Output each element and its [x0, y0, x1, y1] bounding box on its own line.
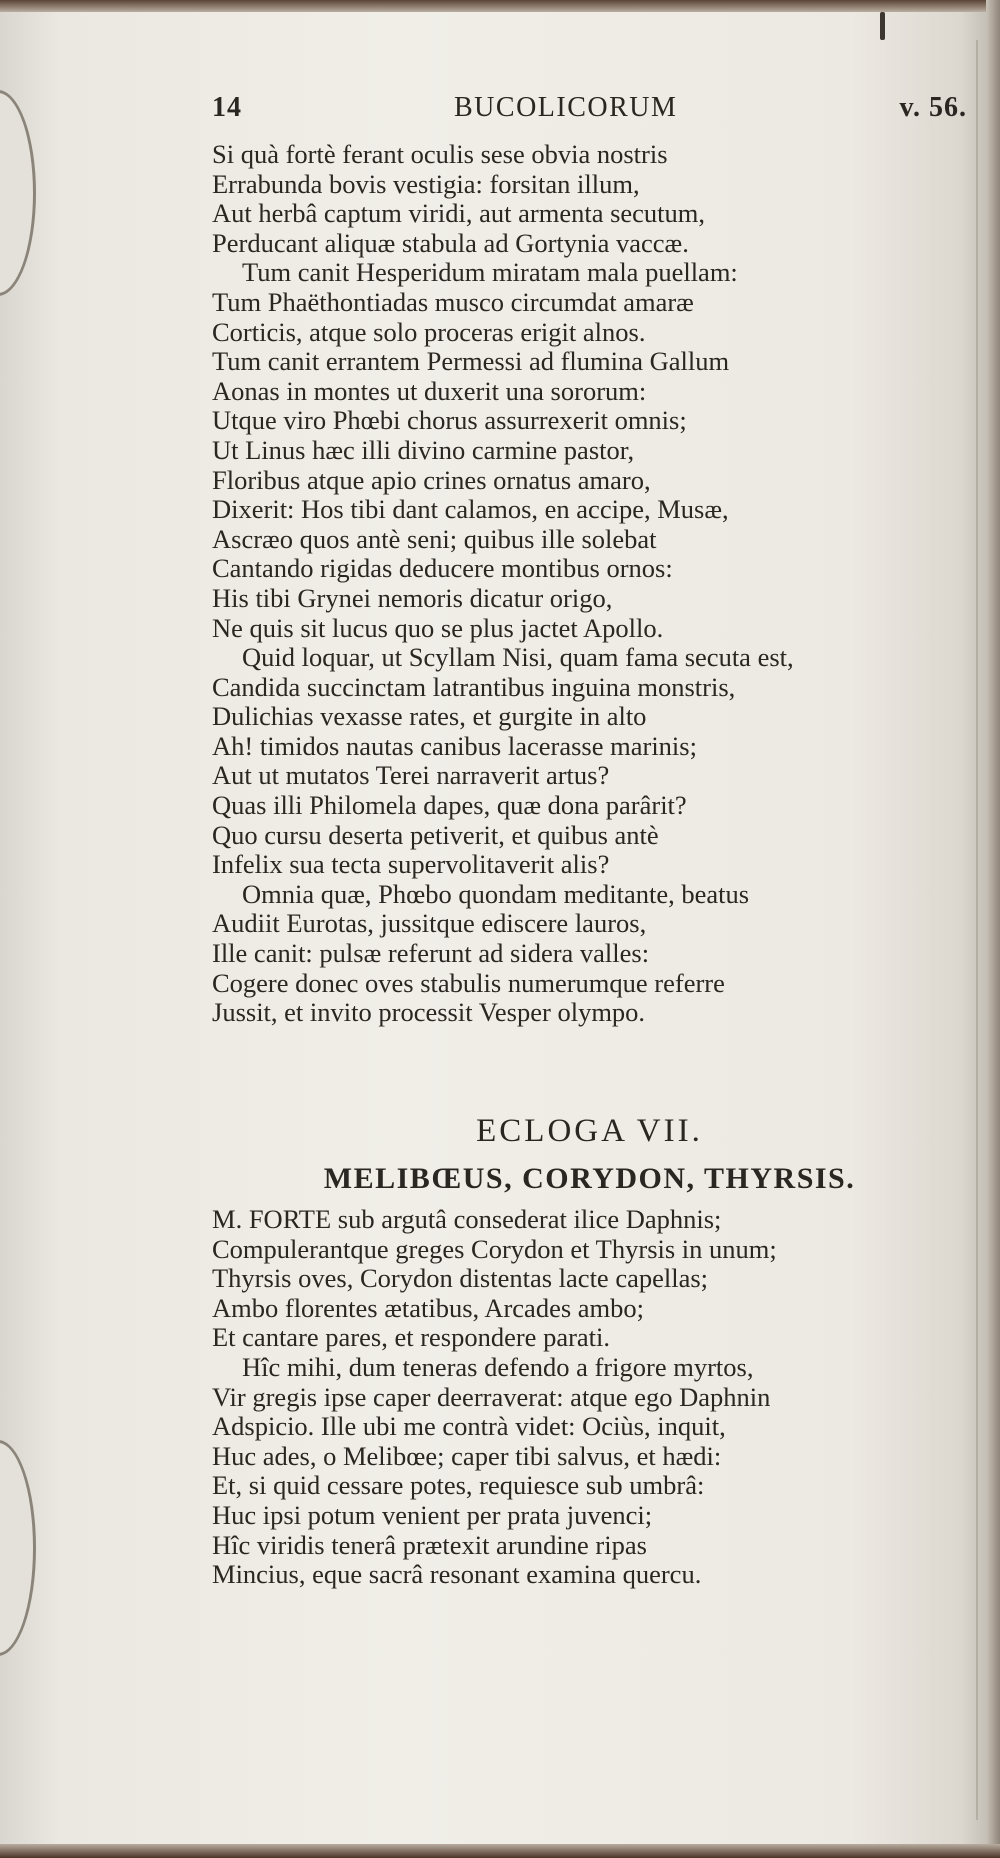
- verse-line: Et cantare pares, et respondere parati.: [212, 1322, 611, 1353]
- verse-line: Huc ipsi potum venient per prata juvenci;: [212, 1499, 653, 1530]
- verse-line: Ille canit: pulsæ referunt ad sidera valles:: [212, 938, 650, 969]
- verse-line: Candida succinctam latrantibus inguina monstris,: [212, 671, 736, 702]
- verse-line: Audiit Eurotas, jussitque ediscere lauros,: [212, 908, 647, 939]
- page-number: 14: [212, 92, 242, 123]
- verse-line: Ne quis sit lucus quo se plus jactet Apollo.: [212, 612, 664, 643]
- verse-line: Perducant aliquæ stabula ad Gortynia vaccæ.: [212, 227, 689, 258]
- verse-line: Cantando rigidas deducere montibus ornos:: [212, 553, 673, 584]
- verse-line: Ut Linus hæc illi divino carmine pastor,: [212, 434, 635, 465]
- running-title: BUCOLICORUM: [454, 92, 678, 123]
- page-top-edge: [0, 0, 1000, 12]
- verse-line: Aut herbâ captum viridi, aut armenta secutum,: [212, 198, 706, 229]
- verse-line: Errabunda bovis vestigia: forsitan illum,: [212, 168, 640, 199]
- verse-line: Dixerit: Hos tibi dant calamos, en accipe, Musæ,: [212, 494, 729, 525]
- ink-mark: [880, 12, 885, 40]
- binding-hole-top: [0, 90, 36, 296]
- verse-line: Jussit, et invito processit Vesper olympo.: [212, 997, 646, 1028]
- verse-line: His tibi Grynei nemoris dicatur origo,: [212, 582, 613, 613]
- verse-line: Hîc mihi, dum teneras defendo a frigore myrtos,: [242, 1351, 754, 1382]
- running-header: [212, 92, 967, 128]
- verse-line: Cogere donec oves stabulis numerumque referre: [212, 967, 725, 998]
- verse-line: Utque viro Phœbi chorus assurrexerit omnis;: [212, 405, 687, 436]
- verse-line: Omnia quæ, Phœbo quondam meditante, beatus: [242, 878, 750, 909]
- verse-line: Tum canit Hesperidum miratam mala puellam:: [242, 257, 738, 288]
- verse-line: Mincius, eque sacrâ resonant examina quercu.: [212, 1559, 702, 1590]
- verse-line: Huc ades, o Melibœe; caper tibi salvus, et hædi:: [212, 1440, 722, 1471]
- page-right-edge: [986, 0, 1000, 1858]
- verse-line: Tum Phaëthontiadas musco circumdat amaræ: [212, 286, 694, 317]
- verse-line: Corticis, atque solo proceras erigit alnos.: [212, 316, 646, 347]
- verse-line: Et, si quid cessare potes, requiesce sub umbrâ:: [212, 1470, 705, 1501]
- verse-line: Dulichias vexasse rates, et gurgite in alto: [212, 701, 647, 732]
- verse-line: Hîc viridis tenerâ prætexit arundine ripas: [212, 1529, 647, 1560]
- verse-line: Aonas in montes ut duxerit una sororum:: [212, 375, 647, 406]
- verse-line: Floribus atque apio crines ornatus amaro,: [212, 464, 651, 495]
- verse-line: Si quà fortè ferant oculis sese obvia nostris: [212, 139, 668, 169]
- verse-reference: v. 56.: [899, 92, 967, 123]
- verse-line: Vir gregis ipse caper deerraverat: atque ego Daphnin: [212, 1381, 771, 1412]
- verse-line: Ascræo quos antè seni; quibus ille solebat: [212, 523, 657, 554]
- binding-hole-bottom: [0, 1440, 36, 1656]
- page-fold-line: [976, 40, 978, 1820]
- verse-line: Tum canit errantem Permessi ad flumina Gallum: [212, 346, 730, 377]
- page-bottom-edge: [0, 1844, 1000, 1858]
- verse-line: Aut ut mutatos Terei narraverit artus?: [212, 760, 610, 791]
- verse-line: M. FORTE sub argutâ consederat ilice Daphnis;: [212, 1204, 722, 1234]
- verse-line: Quid loquar, ut Scyllam Nisi, quam fama secuta est,: [242, 642, 794, 673]
- eclogue-vi-ending: [212, 140, 972, 1028]
- verse-line: Compulerantque greges Corydon et Thyrsis in unum;: [212, 1233, 777, 1264]
- verse-line: Quas illi Philomela dapes, quæ dona parârit?: [212, 790, 687, 821]
- eclogue-title: ECLOGA VII.: [476, 1113, 703, 1149]
- verse-line: Quo cursu deserta petiverit, et quibus antè: [212, 819, 659, 850]
- verse-line: Infelix sua tecta supervolitaverit alis?: [212, 849, 610, 880]
- eclogue-speakers: MELIBŒUS, CORYDON, THYRSIS.: [323, 1162, 856, 1195]
- verse-line: Ah! timidos nautas canibus lacerasse marinis;: [212, 730, 697, 761]
- eclogue-vii-opening: [212, 1205, 972, 1590]
- verse-line: Adspicio. Ille ubi me contrà videt: Ociùs, inquit,: [212, 1411, 726, 1442]
- verse-line: Thyrsis oves, Corydon distentas lacte capellas;: [212, 1263, 709, 1294]
- verse-line: Ambo florentes ætatibus, Arcades ambo;: [212, 1292, 645, 1323]
